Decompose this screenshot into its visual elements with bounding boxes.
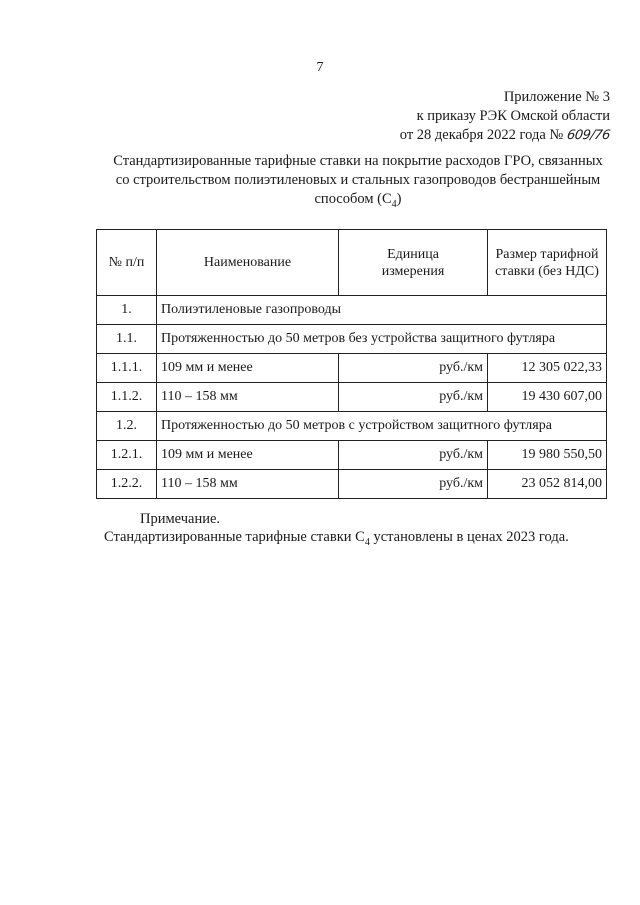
page-number: 7 [316,60,324,75]
row-unit: руб./км [339,383,488,412]
row-num: 1.2.2. [97,470,157,499]
row-unit: руб./км [339,441,488,470]
row-value: 19 430 607,00 [488,383,607,412]
row-value: 23 052 814,00 [488,470,607,499]
header-name: Наименование [157,230,339,296]
header-num: № п/п [97,230,157,296]
row-name: 110 – 158 мм [157,470,339,499]
row-name: 109 мм и менее [157,441,339,470]
appendix-line-1: Приложение № 3 [503,89,610,105]
row-num: 1. [97,296,157,325]
row-value: 19 980 550,50 [488,441,607,470]
row-num: 1.2. [97,412,157,441]
row-num: 1.1.2. [97,383,157,412]
row-num: 1.2.1. [97,441,157,470]
table-row [97,383,607,412]
table-row [97,412,607,441]
row-num: 1.1. [97,325,157,354]
table-row [97,354,607,383]
title-line-3 [88,190,628,214]
header-unit: Единица измерения [339,230,488,296]
row-num: 1.1.1. [97,354,157,383]
table-row [97,296,607,325]
table-row [97,470,607,499]
note-text-sub: 4 [364,536,370,548]
title-line-1: Стандартизированные тарифные ставки на покрытие расходов ГРО, связанных [113,153,603,169]
title-line-3-sub: 4 [391,198,397,210]
note-text-prefix: Стандартизированные тарифные ставки С [104,529,365,545]
row-unit: руб./км [339,470,488,499]
tariff-table [96,229,607,499]
row-name: Протяженностью до 50 метров с устройством защитного футляра [157,412,607,441]
header-value: Размер тарифной ставки (без НДС) [488,230,607,296]
document-title [88,152,628,214]
row-name: 109 мм и менее [157,354,339,383]
note-text [104,529,569,548]
order-date: от 28 декабря 2022 года № [399,127,564,143]
row-value: 12 305 022,33 [488,354,607,383]
row-name: 110 – 158 мм [157,383,339,412]
appendix-line-2: к приказу РЭК Омской области [416,108,610,124]
order-number-handwritten: 609/76 [566,128,612,143]
row-name: Полиэтиленовые газопроводы [157,296,607,325]
note-title: Примечание. [140,511,221,527]
title-line-3-suffix: ) [396,191,402,207]
title-line-2: со строительством полиэтиленовых и стальных газопроводов бестраншейным [115,172,601,188]
table-row [97,441,607,470]
row-unit: руб./км [339,354,488,383]
table-row [97,325,607,354]
title-line-3-prefix: способом (С [314,191,392,207]
appendix-line-3 [400,126,610,145]
note-text-suffix: установлены в ценах 2023 года. [369,529,569,545]
row-name: Протяженностью до 50 метров без устройства защитного футляра [157,325,607,354]
appendix-header [400,88,610,145]
table-header-row [97,230,607,296]
